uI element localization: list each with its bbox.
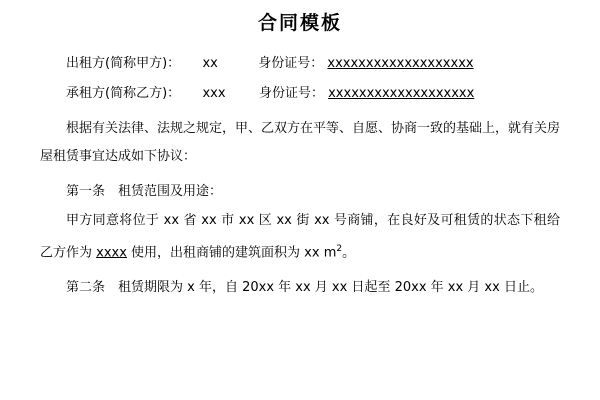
party-a-label: 出租方(简称甲方)： <box>66 55 181 71</box>
clause-1-body <box>40 207 560 267</box>
clause-1-heading: 第一条 租赁范围及用途： <box>66 183 223 199</box>
clause-2-heading: 第二条 租赁期限为 x 年，自 20xx 年 xx 月 xx 日起至 20xx 年 xx 月 xx 日止。 <box>66 280 543 296</box>
clause-1-body-end: 。 <box>342 245 356 261</box>
preamble-paragraph: 根据有关法律、法规之规定，甲、乙双方在平等、自愿、协商一致的基础上，就有关房屋租赁事宜达成如下协议： <box>40 120 561 164</box>
party-b-value: xxx <box>202 85 226 101</box>
party-b-id-value: xxxxxxxxxxxxxxxxxxx <box>328 85 475 101</box>
party-a-value: xx <box>202 55 218 71</box>
clause-1-body-prefix: 甲方同意将位于 xx 省 xx 市 xx 区 xx 街 xx 号商铺，在良好及可租赁的状态下租给乙方作为 <box>40 212 560 261</box>
clause-1-body-suffix: 使用，出租商铺的建筑面积为 xx <box>126 245 324 261</box>
clause-1-body-blank: xxxx <box>96 245 127 261</box>
page-title: 合同模板 <box>257 12 342 34</box>
party-b-id-label: 身份证号： <box>258 85 324 101</box>
party-b-row <box>40 79 560 109</box>
party-b-label: 承租方(简称乙方)： <box>66 85 181 101</box>
clause-1-body-unit: m <box>323 245 337 261</box>
clause-1-body-unit-exponent: 2 <box>336 243 343 254</box>
party-a-id-value: xxxxxxxxxxxxxxxxxxx <box>327 55 474 71</box>
party-a-row <box>40 49 560 79</box>
party-a-id-label: 身份证号： <box>258 55 324 71</box>
